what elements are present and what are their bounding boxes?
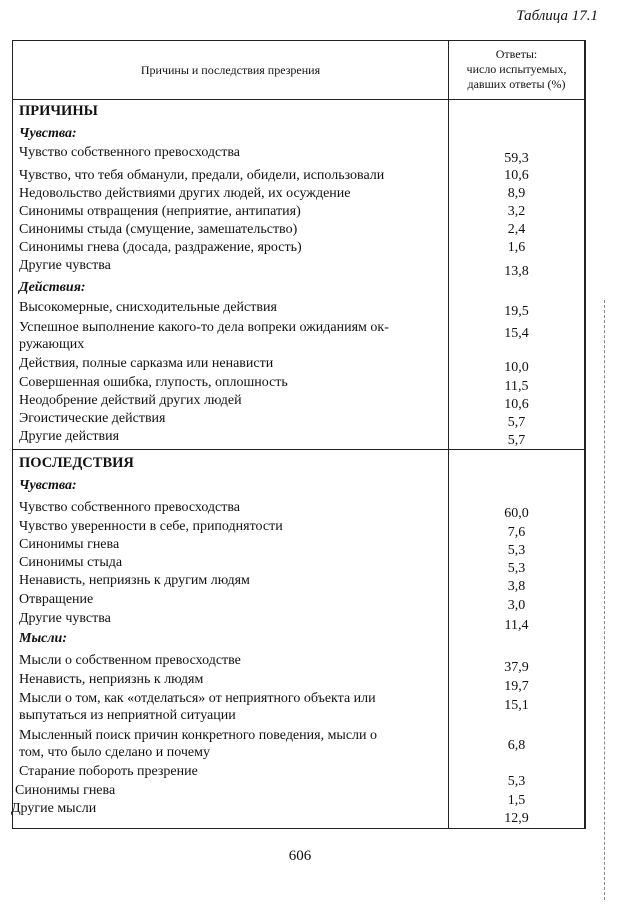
page-number: 606 <box>288 848 312 864</box>
contempt-table: Причины и последствия презрения Ответы: число испытуемых, давших ответы (%) ПРИЧИНЫ Чувства: Чувство собственного превосходства 59,3 Чувство, что тебя обманули, предали, обидели, использовали 10,6 Недовольство действиями других людей, их осуждение 8,9 Синонимы отвращения (неприятие, антипатия) 3,2 Синонимы стыда (смущение, замешательство) 2,4 Синонимы гнева (досада, раздражение, ярость) 1,6 Другие чувства 13,8 Действия: Высокомерные, снисходительные действия 19,5 Успешное выполнение какого-то дела вопреки ожиданиям ок- ружающих 15,4 Действия, полные сарказма или ненависти 10,0 Совершенная ошибка, глупость, оплошность 11,5 Неодобрение действий других людей 10,6 Эгоистические действия 5,7 Другие действия 5,7 ПОСЛЕДСТВИЯ Чувства: Чувство собственного превосходства 60,0 Чувство уверенности в себе, приподнятости 7,6 Синонимы гнева 5,3 Синонимы стыда 5,3 Ненависть, неприязнь к другим людям 3,8 Отвращение 3,0 Другие чувства 11,4 Мысли: Мысли о собственном превосходстве 37,9 Ненависть, неприязнь к людям 19,7 Мысли о том, как «отделаться» от неприятного объекта или выпутаться из неприятной ситуации 15,1 Мысленный поиск причин конкретного поведения, мысли о том, что было сделано и почему 6,8 Старание побороть презрение 5,3 Синонимы гнева 1,5 Другие мысли 12,9 <box>12 40 586 829</box>
header-answers: Ответы: число испытуемых, давших ответы (%) <box>466 47 567 91</box>
section-divider <box>13 449 584 450</box>
table-caption: Таблица 17.1 <box>516 8 598 24</box>
page-edge <box>604 300 605 900</box>
header-causes-consequences: Причины и последствия презрения <box>140 62 321 77</box>
table-header <box>13 41 584 100</box>
